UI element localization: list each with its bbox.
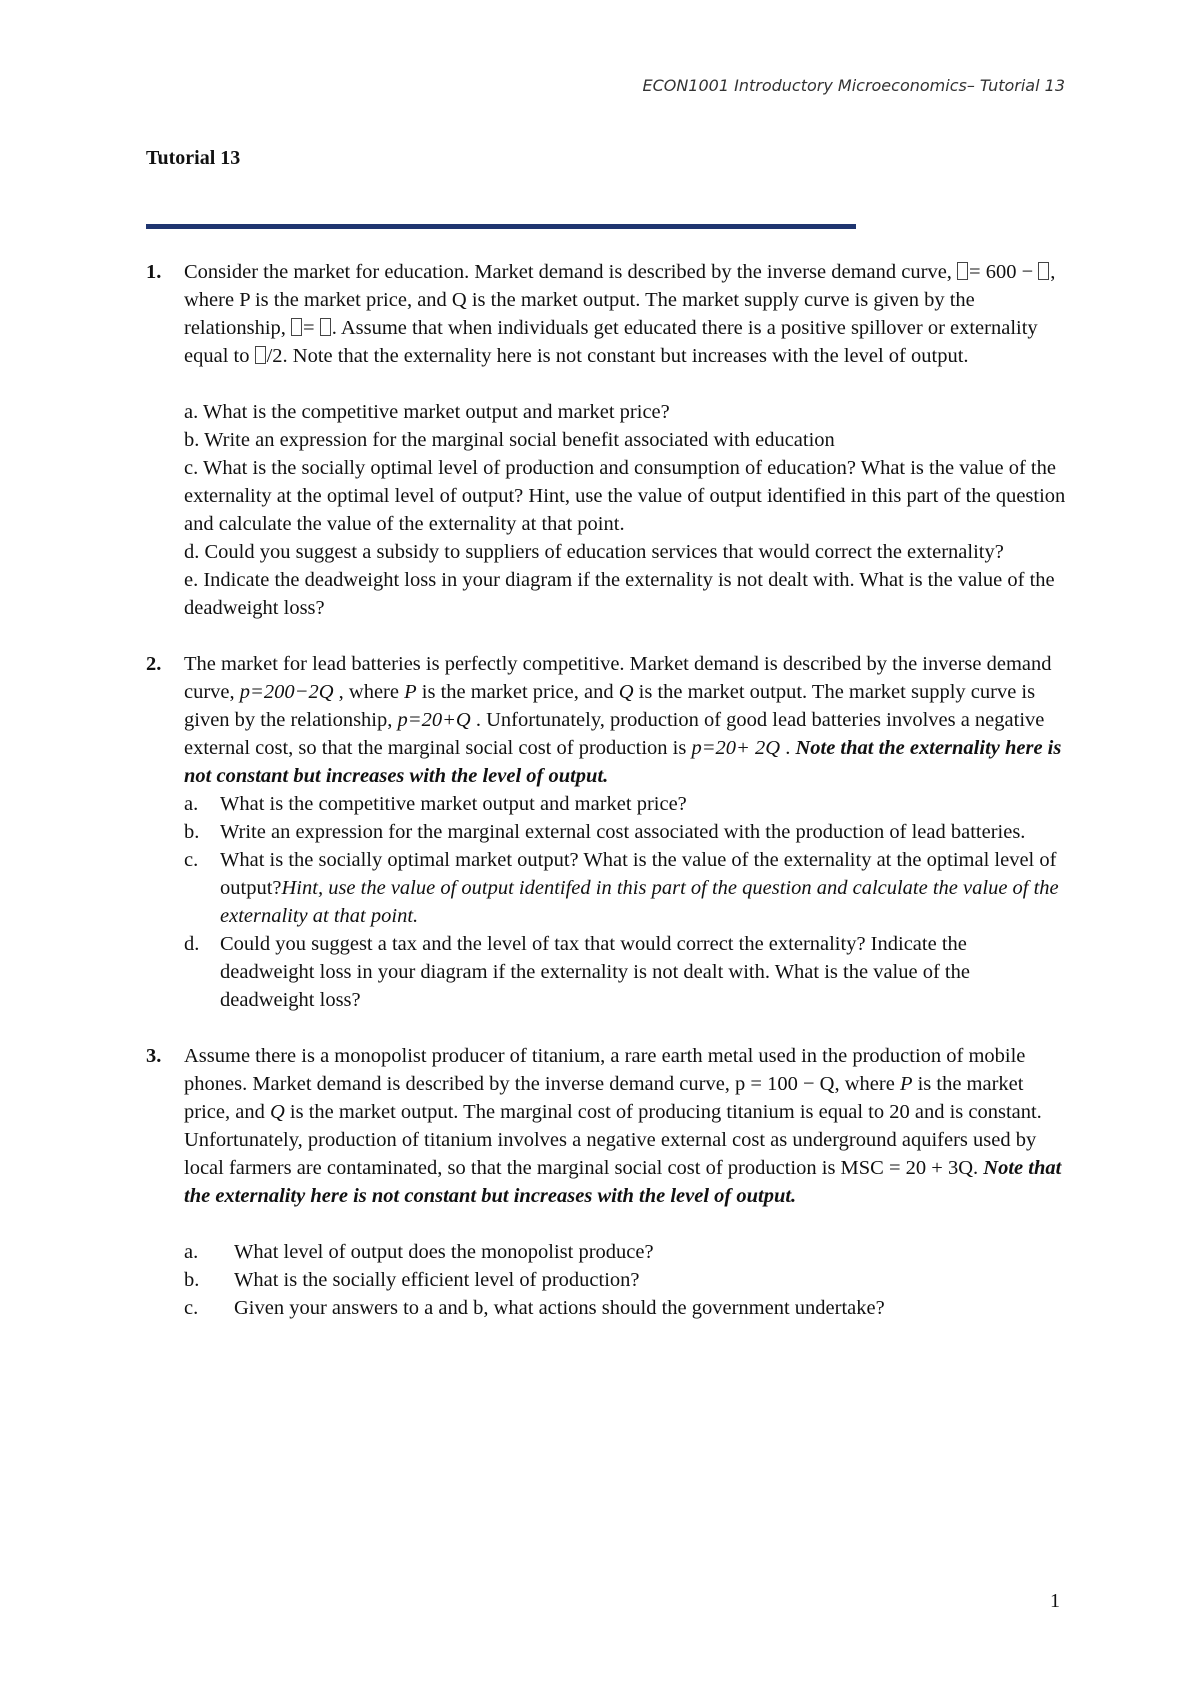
question-stem <box>184 258 1066 370</box>
stem-text: . Unfortunately, production of good lead batteries involves a negative external cost, so that the marginal social cost of production is <box>184 709 1045 759</box>
sub-question-a <box>184 790 1066 818</box>
stem-text: is the market price, and <box>421 681 614 703</box>
stem-text: . <box>785 737 791 759</box>
missing-glyph-icon <box>291 318 302 336</box>
running-header: ECON1001 Introductory Microeconomics– Tutorial 13 <box>642 76 1065 95</box>
stem-text: Assume there is a monopolist producer of titanium, a rare earth metal used in the production of mobile phones. Market demand is described by the inverse demand curve, p = 100 − Q, where <box>184 1045 1026 1095</box>
sub-text: Could you suggest a tax and the level of tax that would correct the externality? Indicate the deadweight loss in your diagram if the externality is not dealt with. What is the value of the deadweight loss? <box>220 933 970 1011</box>
missing-glyph-icon <box>320 318 331 336</box>
quantity-symbol: Q <box>618 681 634 703</box>
emphasis-note: Note that the externality here is not constant but increases with the level of output. <box>184 737 1062 787</box>
emphasis-note: Note that the externality here is not constant but increases with the level of output. <box>184 1157 1062 1207</box>
stem-text: Consider the market for education. Market demand is described by the inverse demand curve, <box>184 261 952 283</box>
sub-letter: c. <box>184 1297 199 1319</box>
stem-text: = 600 − <box>969 261 1034 283</box>
stem-text: , where P is the market price, and Q is the market output. The market supply curve is given by the relationship, <box>184 261 1056 339</box>
sub-question-c: c. What is the socially optimal level of production and consumption of education? What is the value of the externality at the optimal level of output? Hint, use the value of output identified in this part of the question and calculate the value of the externality at that point. <box>184 457 1066 535</box>
stem-text: , where <box>338 681 399 703</box>
missing-glyph-icon <box>957 262 968 280</box>
page-number: 1 <box>1050 1590 1060 1612</box>
stem-text: /2. Note that the externality here is not constant but increases with the level of output. <box>266 345 969 367</box>
sub-letter: a. <box>184 793 199 815</box>
stem-text: is the market price, and <box>184 1073 1024 1123</box>
question-number: 2. <box>146 653 162 675</box>
sub-letter: a. <box>184 1241 199 1263</box>
sub-letter: b. <box>184 821 200 843</box>
stem-text: is the market output. The market supply curve is given by the relationship, <box>184 681 1036 731</box>
sub-text: Given your answers to a and b, what actions should the government undertake? <box>234 1297 885 1319</box>
sub-letter: b. <box>184 1269 200 1291</box>
question-number: 3. <box>146 1045 162 1067</box>
question-1 <box>146 258 1066 622</box>
price-symbol: P <box>404 681 417 703</box>
sub-text: What is the socially efficient level of production? <box>234 1269 640 1291</box>
sub-letter: d. <box>184 933 200 955</box>
sub-question-c <box>184 1294 1066 1322</box>
sub-question-c <box>184 846 1066 930</box>
question-number: 1. <box>146 261 162 283</box>
sub-question-a <box>184 1238 1066 1266</box>
sub-question-b <box>184 818 1066 846</box>
title-divider <box>146 224 856 229</box>
supply-equation: p=20+Q <box>397 709 471 731</box>
sub-text: Write an expression for the marginal external cost associated with the production of lead batteries. <box>220 821 1026 843</box>
sub-letter: c. <box>184 849 199 871</box>
stem-text: The market for lead batteries is perfectly competitive. Market demand is described by the inverse demand curve, <box>184 653 1052 703</box>
stem-text: is the market output. The marginal cost of producing titanium is equal to 20 and is constant. Unfortunately, production of titanium involves a negative external cost as underground aquifers used by local farmers are contaminated, so that the marginal social cost of production is MSC = 20 + 3Q. <box>184 1101 1042 1179</box>
question-2 <box>146 650 1066 1014</box>
sub-question-d <box>184 930 1066 1014</box>
quantity-symbol: Q <box>269 1101 285 1123</box>
page-title: Tutorial 13 <box>146 147 241 169</box>
sub-question-e: e. Indicate the deadweight loss in your diagram if the externality is not dealt with. What is the value of the deadweight loss? <box>184 569 1055 619</box>
sub-text: What level of output does the monopolist produce? <box>234 1241 654 1263</box>
sub-question-d: d. Could you suggest a subsidy to suppliers of education services that would correct the externality? <box>184 541 1004 563</box>
sub-text: What is the competitive market output and market price? <box>220 793 687 815</box>
sub-text: What is the socially optimal market output? What is the value of the externality at the optimal level of output? <box>220 849 1057 899</box>
missing-glyph-icon <box>1038 262 1049 280</box>
sub-question-b <box>184 1266 1066 1294</box>
question-stem <box>184 1042 1066 1210</box>
hint-text: Hint, use the value of output identifed in this part of the question and calculate the value of the externality at that point. <box>220 877 1059 927</box>
msc-equation: p=20+ 2Q <box>691 737 781 759</box>
missing-glyph-icon <box>255 346 266 364</box>
question-stem <box>184 650 1066 790</box>
sub-question-a: a. What is the competitive market output and market price? <box>184 401 670 423</box>
price-symbol: P <box>899 1073 913 1095</box>
stem-text: = <box>303 317 315 339</box>
stem-text: . Assume that when individuals get educated there is a positive spillover or externality equal to <box>184 317 1038 367</box>
question-list <box>146 258 1066 1322</box>
sub-question-b: b. Write an expression for the marginal social benefit associated with education <box>184 429 835 451</box>
demand-equation: p=200−2Q <box>239 681 334 703</box>
question-3 <box>146 1042 1066 1322</box>
